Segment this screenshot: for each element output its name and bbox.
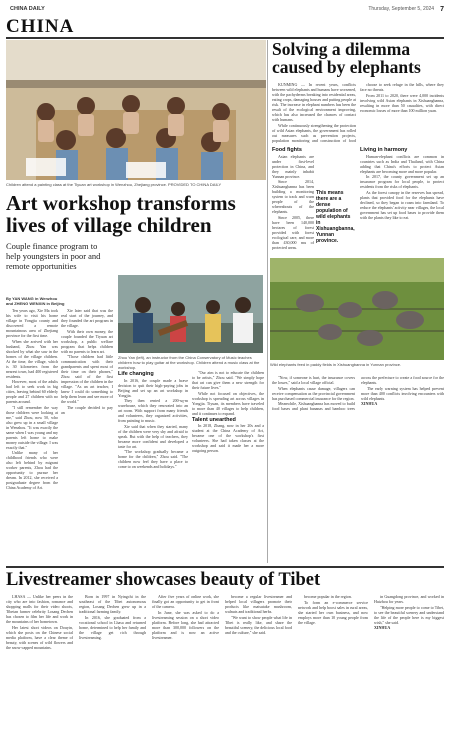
tibet-column-1 [6,594,73,744]
issue-date: Thursday, September 5, 2024 [368,6,435,12]
agency-credit: XINHUA [374,625,391,630]
elephant-column-2 [272,146,314,256]
paragraph: "Now, if someone is hurt, the insurance covers the losses," said a local village official. [272,375,355,385]
page-number: 7 [440,5,444,13]
paragraph: While continuously strengthening the protection of wild Asian elephants, the government has rolled out measures such as prevention projects, population monitoring and construction of food [272,122,356,143]
elephant-pull-quote: This means there are a dense population of wild elephants in Xishuangbanna, Yunnan province. [316,190,355,244]
elephant-photo [270,258,444,360]
paragraph: In June, she was asked to do a livestreaming session on a short video platform. Before long, she had attracted more than 300,000 followers on the platform and is now an active livestreamer. [152,609,219,640]
art-byline-author-1: By YAN WANG in Wenzhou [6,296,58,301]
newspaper-logo: CHINA DAILY [10,6,45,12]
paragraph: "The workshop gradually became a home for the children," Zhou said. "The children now feel they have a place to come to on weekends and holidays." [118,449,188,469]
tibet-column-2 [79,594,146,744]
paragraph: Born in 1997 in Nyingchi in the southeast of the Tibet autonomous region, Losang Dechen grew up in a traditional farming family. [79,594,146,614]
paragraph: choose to seek refuge in the hills, where they face no threats. [360,82,444,92]
elephant-photo-caption: Wild elephants feed in paddy fields in Xishuangbanna in Yunnan province. [270,362,402,367]
paragraph: They then rented a 200-sq-m warehouse, which they renovated into an art room. With support from many friends and volunteers, they organized activities, from painting to music. [118,398,188,423]
tibet-column-4 [225,594,292,744]
subhead-talent-unearthed: Talent unearthed [192,416,236,423]
paragraph: However, most of the adults had left to seek work in big cities, leaving behind 60 elderly people and 27 children with no parents around. [6,379,58,404]
paragraph: To form an e-commerce service network and help boost sales in rural areas, she started her own business, and now employs more than 10 young people from the village. [298,599,368,625]
paragraph: In 2017, the county government set up an insurance program for local people, to protect residents from the risks of elephants. [360,174,444,189]
paragraph: Her latest short videos on Douyin, which she posts on the Chinese social media platform, have a clear theme of beauty, with scenes of wild flowers and the snow-capped mountains. [6,624,73,650]
tibet-column-5 [298,594,368,744]
subhead-food-fights: Food fights [272,147,302,153]
paragraph: As the forest canopy in the reserves has spread, plants that provided food for the elephants have declined, so they began to roam into farmland. To reduce the elephants' activity near villages, the local government has set up food bases to provide them with the plants they like to eat. [360,189,444,220]
paragraph: Human-elephant conflicts are common in countries such as India and Thailand, with China adding that China's efforts to protect Asian elephants are becoming more and more popular. [360,153,444,174]
paragraph: LHASA — Unlike her peers in the city who are into fashion, romance and shopping malls for their video shoots, Tibetan farmer celebrity Losang Dechen has chosen to film her life and work in the mountains of her hometown. [6,594,73,624]
story-divider [6,566,444,568]
paragraph: "Those children had little communication with their grandparents and spent most of their time on their phones," Zhou said of the first impression of the children in the village. "As an art teacher, I knew I could do something to help them learn and see more of the world." [61,354,113,404]
paragraph: "We want to show people what life in Tibet is really like, and share the beautiful scenery, the delicious local food and the culture," she said. [225,614,292,635]
paragraph: Ten years ago, Xie Ma took his wife to visit his home village in Yongjia county and discovered a remote mountainous area of Zhejiang province for the first time. [6,308,58,338]
paragraph: become popular in the region. [304,594,352,599]
paragraph: In 2018, Zhang, now in her 20s and a student at the China Academy of Art, became one of the workshop's first volunteers. She had taken classes at the workshop and said it made her a more outgoing person. [192,423,264,453]
subhead-life-changing: Life changing [118,371,154,377]
elephant-column-5 [272,375,444,563]
agency-credit: XINHUA [361,401,378,406]
elephant-column-3 [360,82,444,144]
masthead-bar [6,4,444,14]
art-byline [6,296,110,306]
paragraph: When she arrived with her husband, Zhou Yan was shocked by what she saw in the homes of the village children. At the time, the village, which is 30 kilometers from the nearest town, had 400 registered residents. [6,338,58,379]
paragraph: Meanwhile, Xishuangbanna has moved to build food bases and plant bananas and bamboo trees across the prefecture to create a food source for the elephants. [272,375,444,411]
paragraph: "I still remember the way those children were looking at me," said Zhou, now 50, who also grew up in a small village in Wenzhou. "It was exactly the same when I was young and my parents left home to make money outside the village. I was exactly that." [6,404,58,450]
paragraph: In 2016, she graduated from a vocational school in Lhasa and returned home, determined to help her family and the village get rich through livestreaming. [79,614,146,640]
paragraph: in Guangdong province, and worked in Huizhou for years. [374,594,444,604]
art-column-3 [118,370,188,563]
art-column-2 [61,308,113,563]
workshop-photo-caption: Zhou Yan (left), an instructor from the China Conservatory of Music teaches children how to play guitar at the workshop. Children attend a music class at the workshop. [118,355,260,370]
tibet-column-6 [374,594,444,744]
workshop-photo [118,275,263,353]
paragraph: become a regular livestreamer and helped local villagers promote their products like matsutake mushroom, walnuts and traditional herbs. [225,594,292,614]
art-deck: Couple finance program to help youngsters in poor and remote opportunities [6,241,101,271]
paragraph: "Helping more people to come to Tibet, to see the beautiful scenery and understand the life of the people here is my biggest wish," she said. [374,604,444,625]
main-photo-caption: Children attend a painting class at the Tiyuan art workshop in Wenzhou, Zhejiang province. PROVIDED TO CHINA DAILY [6,182,222,187]
elephant-column-4 [360,146,444,256]
paragraph: With their own money, the couple founded the Tiyuan art workshop, a public welfare program that helps children with no parents to learn art. [61,328,113,354]
tibet-column-3 [152,594,219,744]
paragraph: The early warning system has helped prevent more than 400 conflicts involving encounters with wild elephants. [361,385,444,401]
paragraph: Since 2005, there have been 140,000 hectares of forest provided with forest ecological care, and more than 430,000 mu of protected areas. [272,214,314,250]
column-divider [267,40,268,563]
section-title: CHINA [6,16,75,37]
paragraph: Xie said that when they started, many of the children were very shy and afraid to speak. But with the help of teachers, they became more confident and developed a taste for art. [118,423,188,449]
paragraph: KUNMING — In recent years, conflicts between wild elephants and humans have worsened, with the pachyderms breaking into residential areas, eating crops, damaging houses and putting people at risk. The increase in elephant numbers has been the result of the ecological environment improving, which has also increased the chances of contact with humans. [272,82,356,122]
paragraph: Unlike many of her childhood friends who were also left behind by migrant worker parents, Zhou had the opportunity to pursue her dream. In 2012, she received a postgraduate degree from the China Academy of Art. [6,450,58,490]
paragraph: Xie later said that was the real start of the journey, and they founded the art program in the village. [61,308,113,328]
paragraph: "Our aim is not to educate the children to be artists," Zhou said. "We simply hope that art can give them a new strength for their future lives." [192,370,264,390]
paragraph: From 2011 to 2020, there were 4,000 incidents involving wild Asian elephants in Xishuangbanna, resulting in more than 50 casualties, with direct economic losses of more than 100 million yuan. [360,92,444,113]
art-headline: Art workshop transforms lives of village children [6,191,236,237]
paragraph: Asian elephants are under first-level protection in China, and they mainly inhabit Yunnan province. [272,153,314,179]
elephant-headline: Solving a dilemma caused by elephants [272,39,421,77]
art-column-4 [192,370,264,563]
art-byline-author-2: and ZHENG WENXIN in Beijing [6,301,65,306]
tibet-headline: Livestreamer showcases beauty of Tibet [6,570,321,590]
paragraph: When elephants cause damage, villagers can receive compensation as the provincial government has purchased commercial insurance for the region. [272,385,355,401]
art-column-1 [6,308,58,563]
paragraph: While not focused on objectives, the workshop is spreading art across villages in Yongjia. Tiyuan, its members have traveled to more than 40 villages to help children, and it continues to expand. [192,390,264,416]
main-photo [6,40,266,180]
paragraph: Since 2014, Xishuangbanna has been building a monitoring system to track and warn people of the whereabouts of the elephants. [272,179,314,214]
paragraph: After five years of online work, she finally got an opportunity to get in front of the camera. [152,594,219,609]
subhead-living-in-harmony: Living in harmony [360,147,408,153]
paragraph: The couple decided to pay an [61,404,113,415]
paragraph: In 2016, the couple made a brave decision to quit their high-paying jobs in Beijing and set up an art workshop in Yongjia. [118,377,188,398]
elephant-column-1 [272,82,356,144]
